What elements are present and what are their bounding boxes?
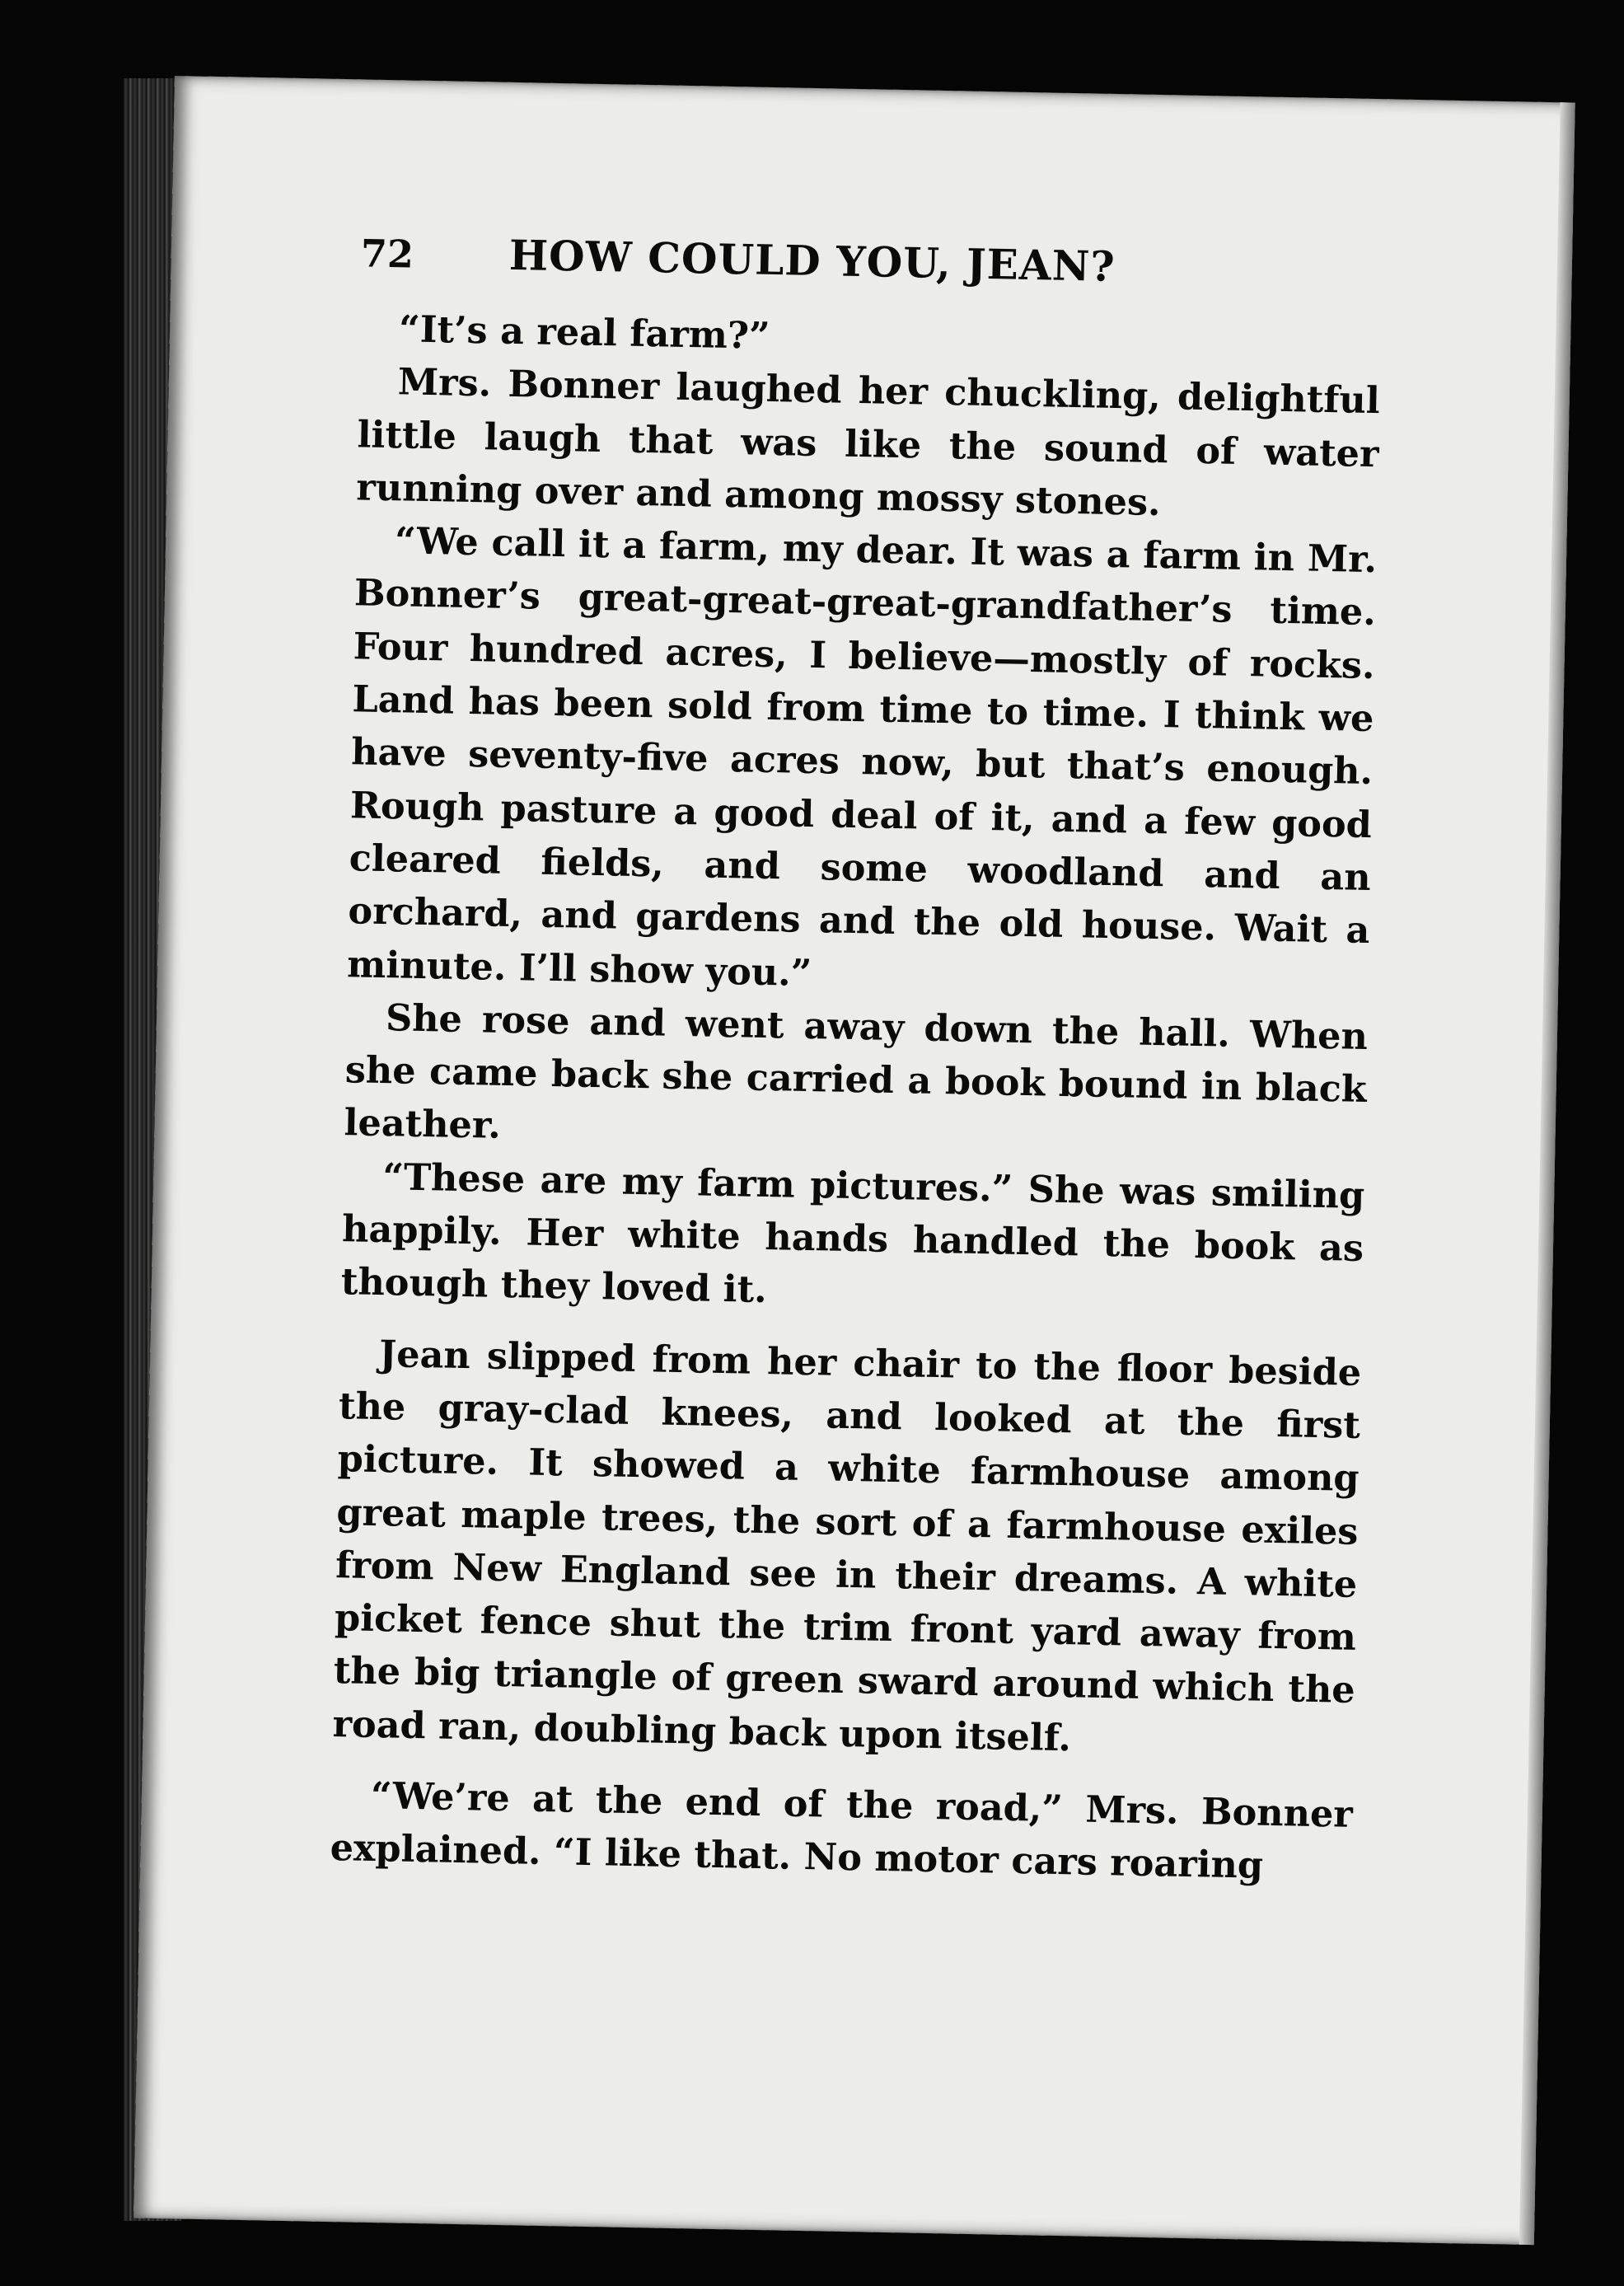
page-sheet xyxy=(133,76,1575,2245)
page-edge-shadow xyxy=(1519,102,1575,2245)
paragraph-3: “We call it a farm, my dear. It was a farm in Mr. Bonner’s great-great-great-grandfather’s time. Four hundred acres, I believe—mostly of rocks. Land has been sold from time to time. I think we have seventy-five acres now, but that’s enough. Rough pasture a good deal of it, and a few good cleared fields, and some woodland and an orchard, and gardens and the old house. Wait a minute. I’ll show you.” xyxy=(346,519,1378,995)
paragraph-2: Mrs. Bonner laughed her chuckling, delightful little laugh that was like the sound of water running over and among mossy stones. xyxy=(355,360,1381,524)
book-title: HOW COULD YOU, JEAN? xyxy=(508,230,1116,291)
paragraph-4: She rose and went away down the hall. When she came back she carried a book bound in black leather. xyxy=(344,995,1369,1148)
page-content xyxy=(330,227,1383,1894)
paragraph-1: “It’s a real farm?” xyxy=(398,307,771,358)
page-number: 72 xyxy=(360,231,414,277)
paragraph-5: “These are my farm pictures.” She was smiling happily. Her white hands handled the book as though they loved it. xyxy=(340,1155,1365,1312)
paragraph-7: “We’re at the end of the road,” Mrs. Bonner explained. “I like that. No motor cars roaring xyxy=(330,1773,1354,1888)
paragraph-6: Jean slipped from her chair to the floor beside the gray-clad knees, and looked at the first picture. It showed a white farmhouse among great maple trees, the sort of a farmhouse exiles from New England see in their dreams. A white picket fence shut the trim front yard away from the big triangle of green sward around which the road ran, doubling back upon itself. xyxy=(332,1332,1362,1759)
